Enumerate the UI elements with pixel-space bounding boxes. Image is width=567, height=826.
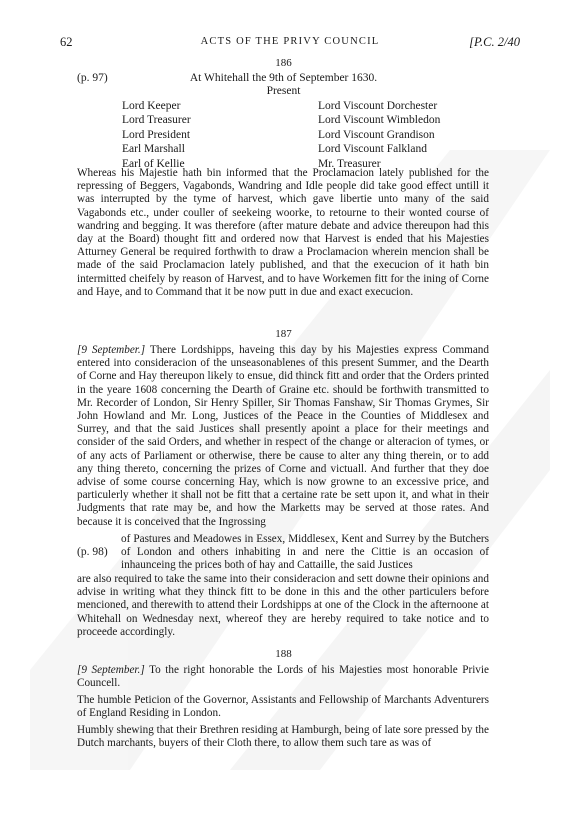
councillor-name: Lord Viscount Grandison xyxy=(318,128,435,141)
councillor-name: Earl of Kellie xyxy=(122,157,185,170)
councillor-name: Lord Viscount Wimbledon xyxy=(318,114,441,127)
present-heading: Present xyxy=(266,85,301,97)
present-list-right xyxy=(318,99,440,171)
councillor-name: Earl Marshall xyxy=(122,143,185,156)
entry-number: 188 xyxy=(275,648,292,660)
margin-page-ref: (p. 98) xyxy=(77,546,108,558)
meeting-place-date: At Whitehall the 9th of September 1630. xyxy=(189,72,378,84)
councillor-name: Lord President xyxy=(122,128,191,141)
entry-text: To the right honorable the Lords of his Majesties most honorable Privie Councell. xyxy=(77,664,489,690)
entry-date: [9 September.] xyxy=(77,344,146,356)
entry-text: There Lordshipps, haveing this day by his Majesties express Command entered into consideracion of the unseasonablenes of this present Summer, and the Dearth of Corne and Hay thereupon likely to ensue, did thinck fitt and order that the Orders printed in the yeare 1608 concerning the Dearth of Graine etc. should be forthwith transmitted to Mr. Recorder of London, Sir Henry Spiller, Sir Thomas Fanshaw, Sir Thomas Grymes, Sir John Howland and Mr. Long, Justices of the Peace in the Counties of Middlesex and Surrey, and that the said Justices shall presently apoint a place for their meetings and consider of the said Orders, and whether in respect of the change or alteracion of tymes, or of any acts of Parliament or otherwise, there be cause to alter any thing therein, or to add any thing thereto, concerning the prizes of Corne and victuall. And further that they doe advise of some course concerning Hay, which is now growne to an excessive price, and particulerly whether it shall not be fitt that a certaine rate be sett upon it, and what in their Judgments that rate may be, and how the Marketts may be served at those rates. And because it is conceived that the Ingrossing xyxy=(77,344,489,528)
running-header xyxy=(60,35,520,51)
councillor-name: Lord Keeper xyxy=(122,100,181,112)
entry-body: Whereas his Majestie hath bin informed that the Proclamacion lately published for the repressing of Beggers, Vagabonds, Wandring and Idle people did take good effect untill it was interrupted by the tyme of harvest, which gave libertie unto many of the said Vagabonds etc., under couller of seekeing woorke, to retourne to their wonted course of wandring and begging. It was therefore (after mature debate and advice thereupon had this day at the Board) thought fitt and ordered now that Harvest is ended that his Majesties Atturney General be required forthwith to draw a Proclamacion wherein mencion shall be made of the said Proclamacion lately published, and that the execucion of it hath bin intermitted cheifely by reason of Harvest, and to have Workemen fitt for the ining of Corne and Haye, and to Command that it be now putt in due and exact execucion. xyxy=(77,167,489,298)
present-list-left xyxy=(122,99,191,171)
margin-page-ref: (p. 97) xyxy=(77,72,108,84)
councillor-name: Mr. Treasurer xyxy=(318,157,381,170)
running-title: ACTS OF THE PRIVY COUNCIL xyxy=(200,36,380,47)
entry-body-continued: are also required to take the same into their consideracion and sett downe their opinions and advise in writing what they thinck fitt to be done in this and the other particulers before mencioned, and therewith to attend their Lordshipps at one of the Clock in the afternoone at Whitehall on Wednesday next, whereof they are hereby required to take notice and to proceede accordingly. xyxy=(77,573,489,638)
entry-number: 187 xyxy=(275,328,292,340)
entry-body: Humbly shewing that their Brethren residing at Hamburgh, being of late sore pressed by the Dutch marchants, buyers of their Cloth there, to allow them such tare as was of xyxy=(77,724,489,750)
entry-inset-text: of Pastures and Meadowes in Essex, Middlesex, Kent and Surrey by the Butchers of London and others inhabiting in and nere the Cittie is an occasion of inhaunceing the prices both of hay and Cattaille, the said Justices xyxy=(121,533,489,572)
page-number: 62 xyxy=(60,35,73,49)
entry-body xyxy=(77,344,489,529)
councillor-name: Lord Viscount Dorchester xyxy=(318,100,438,112)
entry-address xyxy=(77,664,489,690)
entry-number: 186 xyxy=(275,57,292,69)
councillor-name: Lord Viscount Falkland xyxy=(318,143,427,156)
councillor-name: Lord Treasurer xyxy=(122,114,191,127)
entry-date: [9 September.] xyxy=(77,664,145,676)
petition-title: The humble Peticion of the Governor, Assistants and Fellowship of Marchants Adventurers of England Residing in London. xyxy=(77,694,489,720)
document-reference: [P.C. 2/40 xyxy=(469,35,520,49)
